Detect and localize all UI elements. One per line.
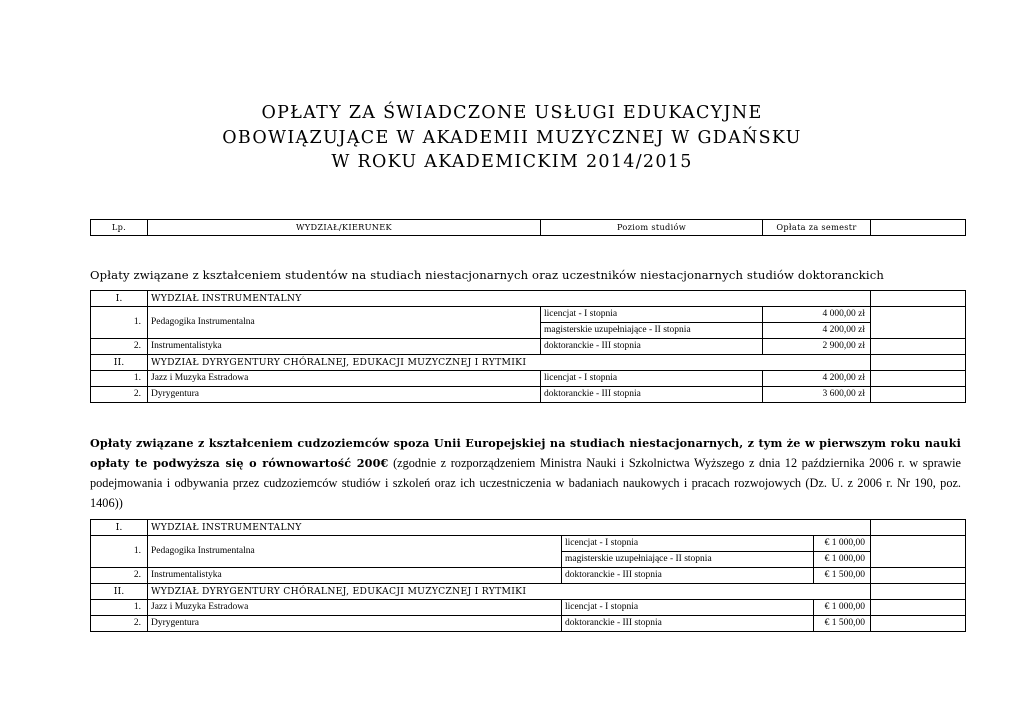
table-row [91,371,966,387]
row-number: 2. [91,568,148,584]
program-name: Instrumentalistyka [148,568,562,584]
row-number: 2. [91,616,148,632]
header-row [91,220,966,236]
group-number: II. [91,355,148,371]
table-row [91,339,966,355]
foreign-text-normal: (zgodnie z rozporządzeniem Ministra Nauki i Szkolnictwa Wyższego z dnia 12 października 2006 r. w sprawie podejmowania i odbywania przez cudzoziemców studiów i szkoleń oraz ich uczestniczenia w badaniach naukowych i pracach rozwojowych (Dz. U. z 2006 r. Nr 190, poz. 1406)) [90,456,962,510]
empty-cell [871,339,966,355]
section-heading-domestic: Opłaty związane z kształceniem studentów na studiach niestacjonarnych oraz uczestników niestacjonarnych studiów doktoranckich [90,268,885,282]
empty-cell [871,307,966,339]
table-row [91,616,966,632]
fee-amount: 3 600,00 zł [763,387,871,403]
title-line-2: OBOWIĄZUJĄCE W AKADEMII MUZYCZNEJ W GDAŃSKU [222,127,802,148]
table-row [91,307,966,323]
program-name: Jazz i Muzyka Estradowa [148,371,541,387]
study-level: licencjat - I stopnia [562,536,814,552]
study-level: licencjat - I stopnia [541,371,763,387]
study-level: licencjat - I stopnia [541,307,763,323]
fee-amount: € 1 500,00 [814,616,871,632]
header-table [90,219,966,236]
study-level: doktoranckie - III stopnia [541,339,763,355]
foreign-text-bold: Opłaty związane z kształceniem cudzoziemców spoza Unii Europejskiej na studiach niestacjonarnych, z tym że w pierwszym roku nauki opłaty te podwyższa się o równowartość 200€ [90,436,961,470]
row-number: 1. [91,600,148,616]
header-lp: Lp. [91,220,148,236]
row-number: 1. [91,307,148,339]
row-number: 2. [91,387,148,403]
empty-cell [871,568,966,584]
table-row [91,387,966,403]
group-number: I. [91,520,148,536]
program-name: Pedagogika Instrumentalna [148,536,562,568]
section-heading-foreign [90,433,961,513]
empty-cell [871,520,966,536]
study-level: licencjat - I stopnia [562,600,814,616]
empty-cell [871,584,966,600]
group-row [91,584,966,600]
group-name: WYDZIAŁ DYRYGENTURY CHÓRALNEJ, EDUKACJI MUZYCZNEJ I RYTMIKI [148,584,871,600]
empty-cell [871,387,966,403]
empty-cell [871,371,966,387]
empty-cell [871,616,966,632]
row-number: 2. [91,339,148,355]
header-empty [871,220,966,236]
row-number: 1. [91,536,148,568]
fee-amount: 4 200,00 zł [763,323,871,339]
study-level: magisterskie uzupełniające - II stopnia [541,323,763,339]
header-level: Poziom studiów [541,220,763,236]
group-number: I. [91,291,148,307]
fee-amount: € 1 000,00 [814,536,871,552]
empty-cell [871,536,966,568]
group-number: II. [91,584,148,600]
program-name: Dyrygentura [148,387,541,403]
group-row [91,291,966,307]
header-fee: Opłata za semestr [763,220,871,236]
header-faculty: WYDZIAŁ/KIERUNEK [148,220,541,236]
row-number: 1. [91,371,148,387]
program-name: Instrumentalistyka [148,339,541,355]
study-level: doktoranckie - III stopnia [562,568,814,584]
fees-table-domestic [90,290,966,403]
group-name: WYDZIAŁ INSTRUMENTALNY [148,291,871,307]
fee-amount: € 1 500,00 [814,568,871,584]
program-name: Jazz i Muzyka Estradowa [148,600,562,616]
study-level: doktoranckie - III stopnia [562,616,814,632]
group-row [91,520,966,536]
group-name: WYDZIAŁ INSTRUMENTALNY [148,520,871,536]
fees-table-foreign [90,519,966,632]
program-name: Pedagogika Instrumentalna [148,307,541,339]
group-name: WYDZIAŁ DYRYGENTURY CHÓRALNEJ, EDUKACJI MUZYCZNEJ I RYTMIKI [148,355,871,371]
title-line-1: OPŁATY ZA ŚWIADCZONE USŁUGI EDUKACYJNE [261,103,763,123]
program-name: Dyrygentura [148,616,562,632]
study-level: magisterskie uzupełniające - II stopnia [562,552,814,568]
empty-cell [871,291,966,307]
table-row [91,600,966,616]
fee-amount: € 1 000,00 [814,600,871,616]
table-row [91,536,966,552]
study-level: doktoranckie - III stopnia [541,387,763,403]
table-row [91,568,966,584]
title-line-3: W ROKU AKADEMICKIM 2014/2015 [331,152,693,172]
page-title [0,101,1024,175]
group-row [91,355,966,371]
fee-amount: 4 200,00 zł [763,371,871,387]
empty-cell [871,600,966,616]
fee-amount: 4 000,00 zł [763,307,871,323]
empty-cell [871,355,966,371]
fee-amount: € 1 000,00 [814,552,871,568]
fee-amount: 2 900,00 zł [763,339,871,355]
